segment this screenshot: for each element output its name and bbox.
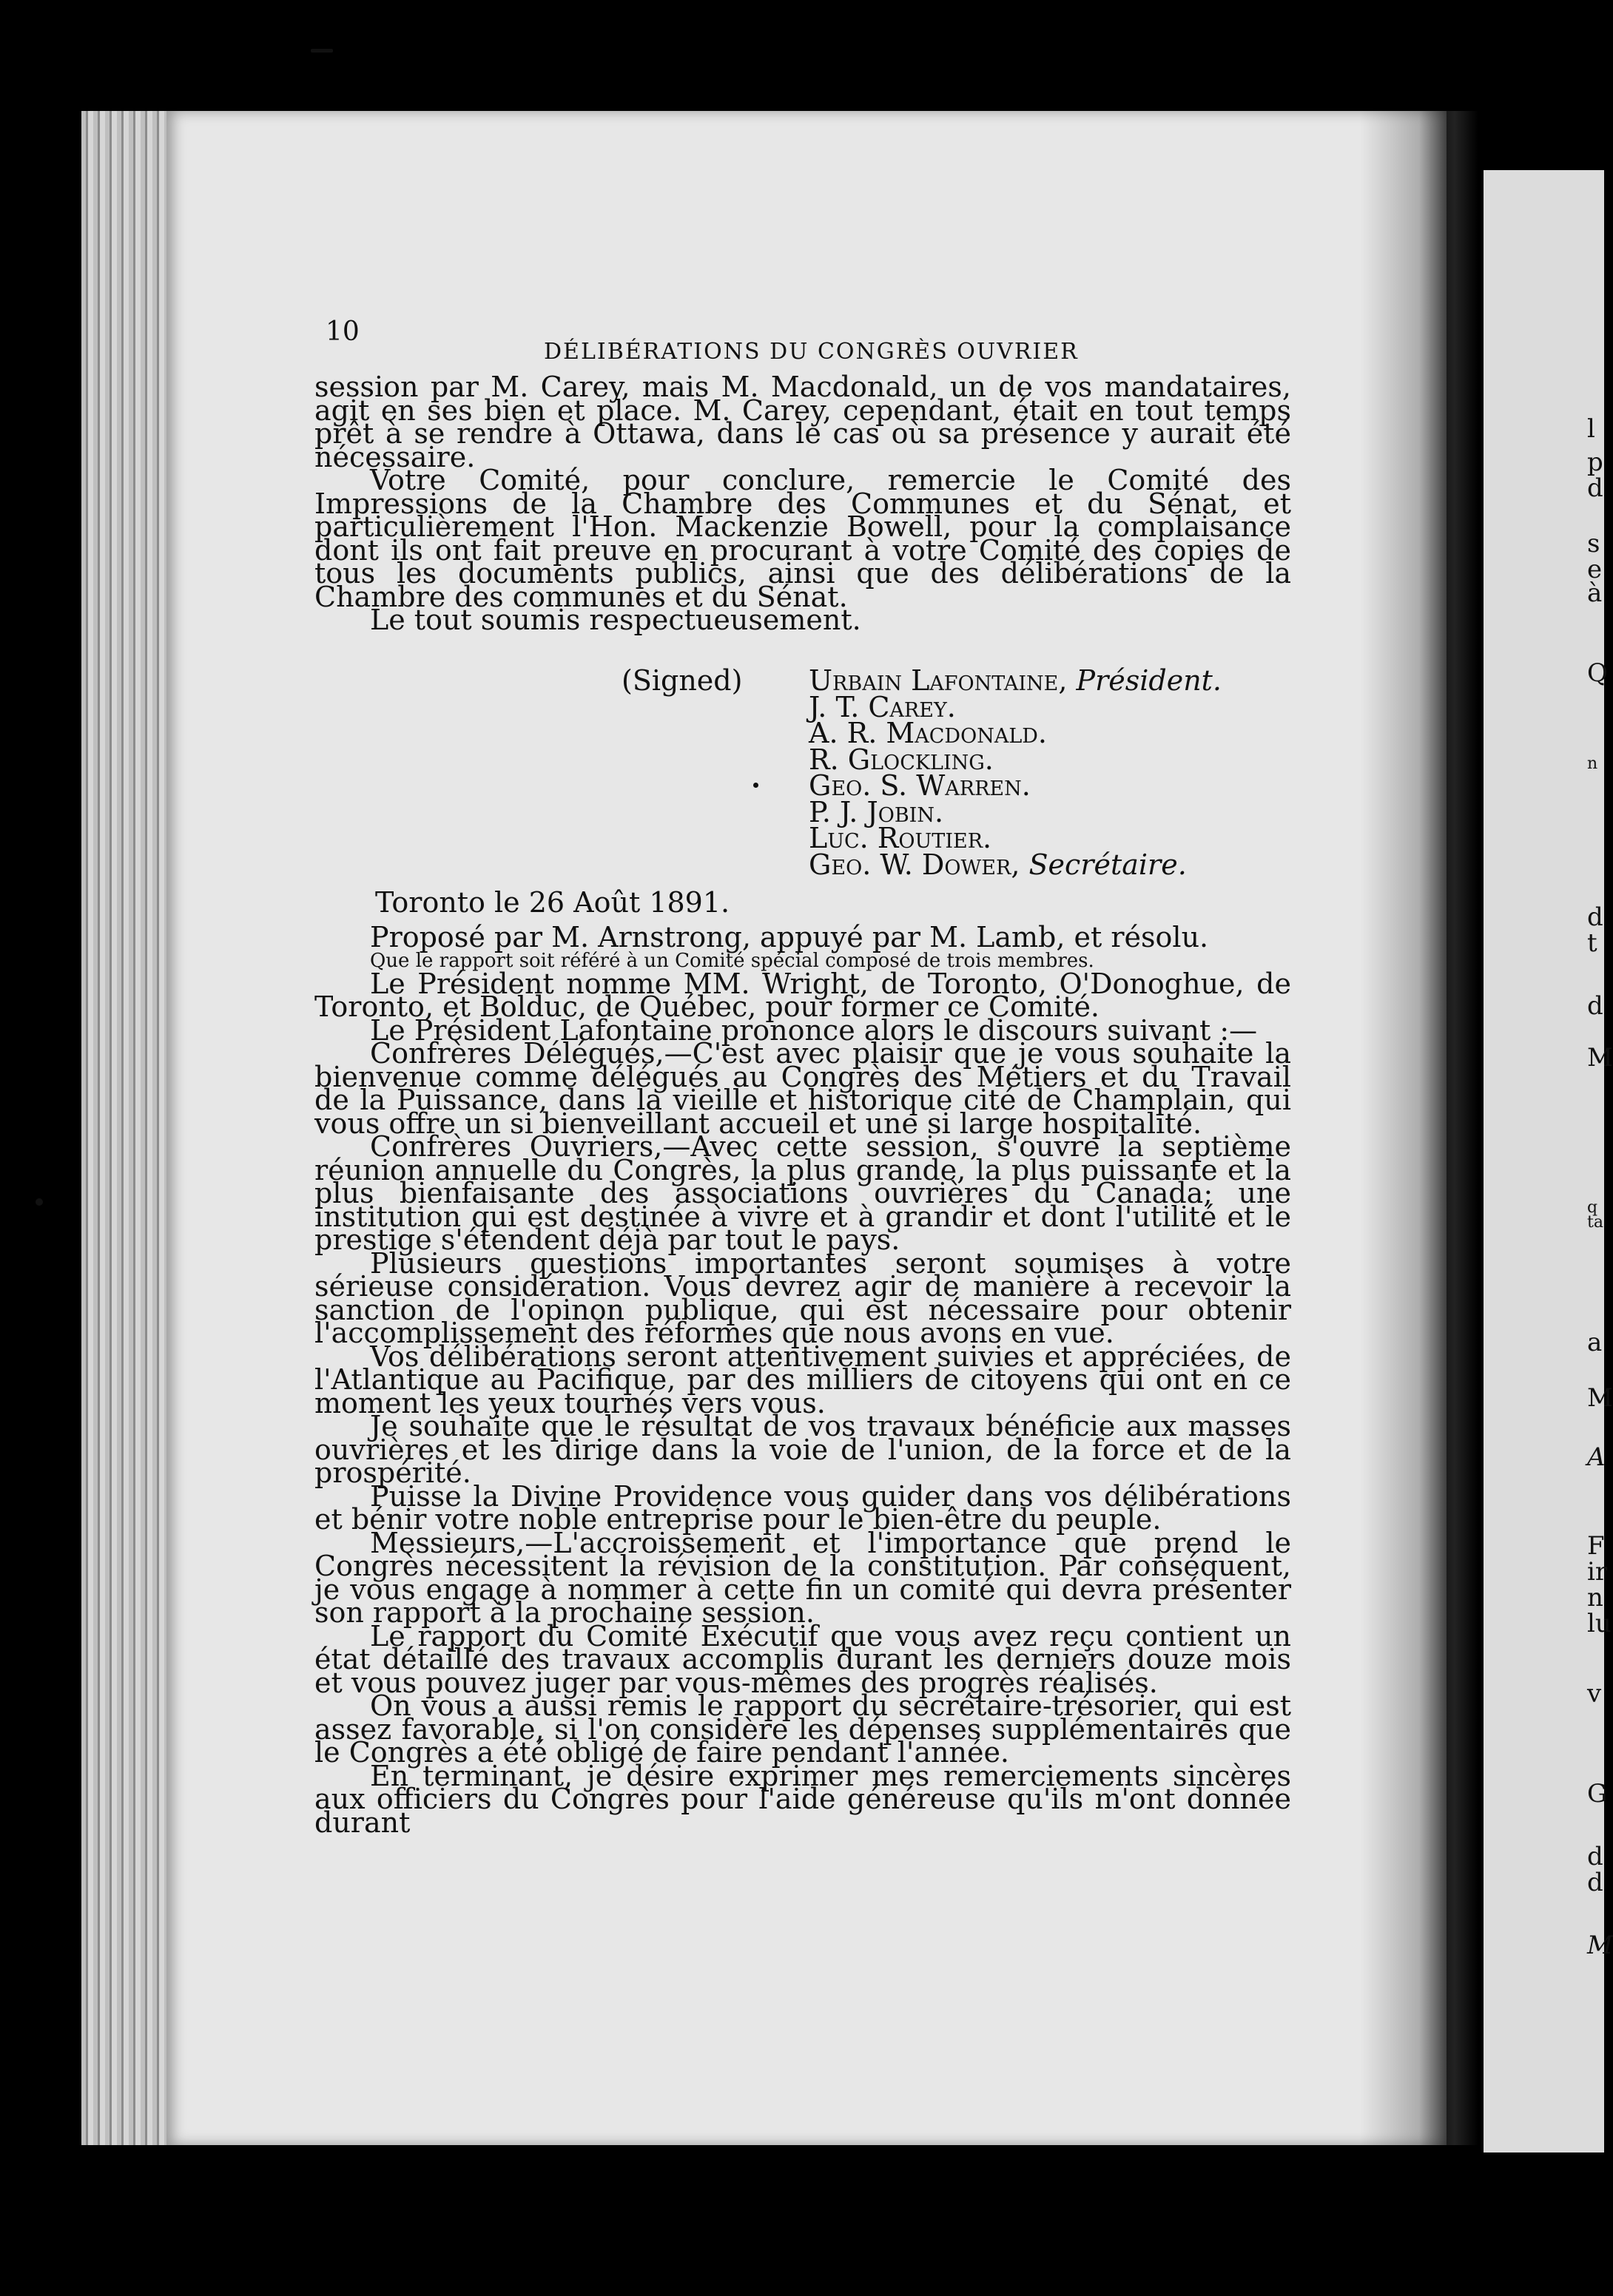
next-page-letter: n xyxy=(1587,1583,1603,1613)
signature-block xyxy=(314,664,1291,919)
scan-speck xyxy=(36,1198,43,1206)
paragraph: Puisse la Divine Providence vous guider dans vos délibérations et bénir votre noble entreprise pour le bien-être du peuple. xyxy=(314,1479,1291,1536)
next-page-letter: M xyxy=(1587,1383,1613,1413)
page-gutter-shadow xyxy=(1360,111,1478,2145)
signatory: Geo. W. Dower, Secrétaire. xyxy=(809,848,1187,881)
next-page-letter: t xyxy=(1587,928,1597,958)
paragraph: Le rapport du Comité Exécutif que vous avez reçu contient un état détaillé des travaux accomplis durant les derniers douze mois et vous pouvez juger par vous-mêmes des progrès réalisés. xyxy=(314,1619,1291,1699)
next-page-letter: v xyxy=(1587,1679,1602,1709)
paragraph: Le Président nomme MM. Wright, de Toronto, O'Donoghue, de Toronto, et Bolduc, de Québec, pour former ce Comité. xyxy=(314,967,1291,1023)
paragraph: Votre Comité, pour conclure, remercie le Comité des Impressions de la Chambre des Communes et du Sénat, et particulièrement l'Hon. Mackenzie Bowell, pour la complaisance dont ils ont fait preuve en procurant à votre Comité des copies de tous les documents publics, ainsi que des délibérations de la Chambre des communes et du Sénat. xyxy=(314,464,1291,613)
resolution-note: Que le rapport soit référé à un Comité spécial composé de trois membres. xyxy=(370,949,1094,972)
paragraph: En terminant, je désire exprimer mes remerciements sincères aux officiers du Congrès pour l'aide généreuse qu'ils m'ont donnée durant xyxy=(314,1759,1291,1839)
paragraph: On vous a aussi remis le rapport du secrétaire-trésorier, qui est assez favorable, si l'on considère les dépenses supplémentaires que le Congrès a été obligé de faire pendant l'année. xyxy=(314,1689,1291,1769)
next-page-letter: A xyxy=(1587,1442,1606,1472)
next-page-letter: d xyxy=(1587,1868,1603,1897)
next-page-letter: s xyxy=(1587,529,1600,558)
signatory: A. R. Macdonald. xyxy=(809,717,1047,749)
signatory: Geo. S. Warren. xyxy=(809,769,1031,802)
paragraph: Vos délibérations seront attentivement suivies et appréciées, de l'Atlantique au Pacifique, par des milliers de citoyens qui ont en ce moment les yeux tournés vers vous. xyxy=(314,1340,1291,1419)
signatory: J. T. Carey. xyxy=(809,690,956,723)
signatory: P. J. Jobin. xyxy=(809,795,944,828)
next-page-letter: F xyxy=(1587,1531,1605,1561)
report-text xyxy=(314,371,1291,636)
speech-text xyxy=(314,921,1291,1839)
signatory: Luc. Routier. xyxy=(809,822,992,854)
paragraph: Plusieurs questions importantes seront soumises à votre sérieuse considération. Vous devrez agir de manière à recevoir la sanction de l'opinon publique, qui est nécessaire pour obtenir l'accomplissement des réformes que nous avons en vue. xyxy=(314,1246,1291,1349)
next-page-letter: d xyxy=(1587,473,1603,503)
next-page-letter: à xyxy=(1587,578,1603,608)
next-page-letter: d xyxy=(1587,1842,1603,1871)
next-page-letter: lu xyxy=(1587,1609,1612,1638)
next-page-letter: M xyxy=(1587,1043,1613,1073)
next-page-letter: Q xyxy=(1587,658,1608,688)
next-page-letter: n xyxy=(1587,754,1598,773)
signatory-list xyxy=(809,664,1222,881)
next-page-letter: a xyxy=(1587,1328,1603,1357)
scan-speck xyxy=(753,783,758,788)
next-page-letter: M xyxy=(1587,1931,1613,1960)
page-number: 10 xyxy=(326,317,360,347)
next-page-letter: l xyxy=(1587,414,1595,444)
paragraph: Le Président Lafontaine prononce alors le discours suivant :— xyxy=(370,1013,1258,1047)
next-page-letter: d xyxy=(1587,902,1603,932)
next-page-letter: d xyxy=(1587,991,1603,1021)
paragraph: Confrères Délégués,—C'est avec plaisir que je vous souhaite la bienvenue comme délégués au Congrès des Métiers et du Travail de la Puissance, dans la vieille et historique cité de Champlain, qui vous offre un si bienveillant accueil et une si large hospitalité. xyxy=(314,1037,1291,1140)
next-page-fragment xyxy=(1484,170,1613,2152)
next-page-letter: p xyxy=(1587,448,1603,477)
running-head: DÉLIBÉRATIONS DU CONGRÈS OUVRIER xyxy=(544,339,1079,365)
signed-label: (Signed) xyxy=(622,664,743,697)
scan-speck xyxy=(311,49,333,53)
next-page-letter: G xyxy=(1587,1779,1608,1809)
signatory: R. Glockling. xyxy=(809,743,994,776)
next-page-letter: q xyxy=(1587,1198,1598,1217)
paragraph: Messieurs,—L'accroissement et l'importance que prend le Congrès nécessitent la révision de la constitution. Par conséquent, je vous engage à nommer à cette fin un comité qui devra présenter son rapport à la prochaine session. xyxy=(314,1526,1291,1629)
next-page-letter: ir xyxy=(1587,1557,1608,1587)
dateline: Toronto le 26 Août 1891. xyxy=(375,886,730,919)
next-page-letter: e xyxy=(1587,555,1603,584)
paragraph: Confrères Ouvriers,—Avec cette session, s'ouvre la septième réunion annuelle du Congrès, la plus grande, la plus puissante et la plus bienfaisante des associations ouvrières du Canada; une institution qui est destinée à vivre et à grandir et dont l'utilité et le prestige s'étendent déjà par tout le pays. xyxy=(314,1130,1291,1256)
paragraph: Proposé par M. Arnstrong, appuyé par M. Lamb, et résolu. xyxy=(370,921,1209,953)
next-page-letter: ta xyxy=(1587,1213,1603,1232)
paragraph: Le tout soumis respectueusement. xyxy=(370,604,861,636)
paragraph: session par M. Carey, mais M. Macdonald, un de vos mandataires, agit en ses bien et place. M. Carey, cependant, était en tout temps prêt à se rendre à Ottawa, dans le cas où sa présence y aurait été nécessaire. xyxy=(314,371,1291,473)
paragraph: Je souhaite que le résultat de vos travaux bénéficie aux masses ouvrières et les dirige dans la voie de l'union, de la force et de la prospérité. xyxy=(314,1410,1291,1489)
signatory: Urbain Lafontaine, Président. xyxy=(809,664,1222,697)
